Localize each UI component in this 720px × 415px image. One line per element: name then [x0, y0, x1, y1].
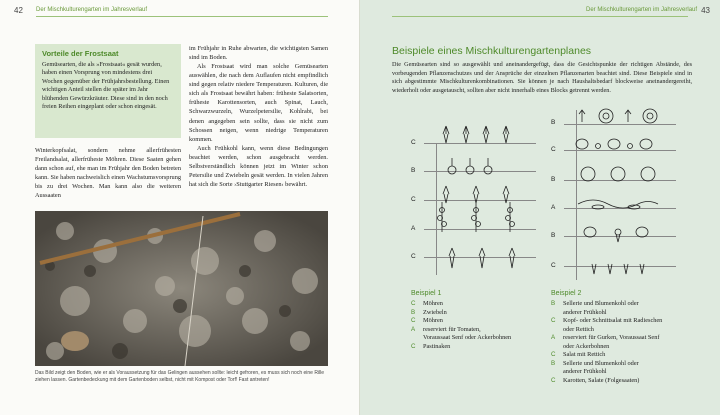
page-number-left: 42	[14, 6, 23, 15]
carrot-icon	[473, 186, 479, 203]
legend-item: C Salat mit Rettich	[551, 351, 606, 358]
cabbage-icon	[581, 167, 655, 181]
diagram1-row-label: B	[411, 167, 416, 174]
radish-icon	[596, 144, 601, 149]
diagram2-row-label: B	[551, 119, 556, 126]
legend-item: anderer Frühkohl	[563, 368, 607, 375]
carrot-icon	[503, 186, 509, 203]
info-box-text: Gemüsearten, die als »Frostsaat« gesät wurden, haben einen Vorsprung von mindestens drei Wochen gegenüber der Frühjahrsbestellung. Einen wichtigen Anteil stellen die später im Jahr blühenden Gewürzkräuter. Diese sind in den noch freien Reihen eingeplant oder schon eingesät.	[42, 61, 170, 111]
celery-icon	[625, 110, 631, 122]
parsnip-icon	[479, 248, 485, 268]
legend-item: C Pastinaken	[411, 342, 451, 350]
diagram2-plants	[568, 104, 668, 282]
legend-item: B Sellerie und Blumenkohl oder	[551, 300, 639, 307]
carrot-icon	[443, 186, 449, 203]
diagram2-row-label: C	[551, 262, 556, 269]
diagram1-row-label: C	[411, 253, 416, 260]
beispiel-2-legend	[551, 300, 662, 385]
lettuce-icon	[640, 139, 652, 149]
legend-item: C Kopf- oder Schnittsalat mit Radieschen	[551, 317, 663, 324]
cauliflower-icon	[643, 109, 657, 123]
column-2-text-a: im Frühjahr in Ruhe abwarten, die wichtigsten Samen sind im Boden.	[189, 45, 328, 62]
legend-item: A reserviert für Tomaten,	[411, 325, 481, 333]
photo-caption: Das Bild zeigt den Boden, wie er als Voraussetzung für das Gelingen aussehen sollte: leicht gefroren, es muss sich noch eine Rille ziehen lassen. Gartenbedeckung mit dem Gartenboden selbst, nicht mit Kompost oder Torf! Fast antreten!	[35, 370, 325, 383]
diagram2-row-label: B	[551, 232, 556, 239]
lettuce-icon	[608, 139, 620, 149]
beispiel-1-title: Beispiel 1	[411, 290, 442, 297]
carrot-icon	[463, 126, 469, 143]
legend-item: C Möhren	[411, 317, 443, 324]
radish-icon	[615, 229, 621, 242]
diagram1-plants	[420, 120, 540, 280]
carrot-icon	[503, 126, 509, 143]
info-box	[35, 44, 181, 138]
diagram2-row-label: C	[551, 146, 556, 153]
tomato-icon	[438, 202, 447, 232]
radish-icon	[628, 144, 633, 149]
carrot-icon	[592, 264, 644, 274]
legend-item: C Möhren	[411, 300, 443, 307]
running-header-left: Der Mischkulturengarten im Jahresverlauf	[36, 7, 148, 13]
legend-item: B Sellerie und Blumenkohl oder	[551, 359, 639, 367]
carrot-icon	[483, 126, 489, 143]
onion-icon	[484, 158, 492, 174]
legend-item: C Karotten, Salate (Folgesaaten)	[551, 376, 640, 384]
legend-item: anderer Frühkohl	[563, 308, 607, 316]
beispiel-1-legend	[411, 300, 511, 351]
column-2-text-c: Auch Frühkohl kann, wenn diese Bedingungen beachtet werden, schon ausgebracht werden. Selbstverständlich können jetzt im Winter schon Petersilie und Zwiebeln gesät werden. In vielen Jahren hat sich die Sorte ›Stuttgarter Riesen‹ bewährt.	[189, 145, 328, 189]
diagram1-row-label: A	[411, 225, 416, 232]
carrot-icon	[443, 126, 449, 143]
page-number-right: 43	[701, 6, 710, 15]
diagram2-row-label: B	[551, 176, 556, 183]
info-box-title: Vorteile der Frostsaat	[42, 49, 119, 58]
tomato-icon	[472, 202, 481, 232]
onion-icon	[466, 158, 474, 174]
parsnip-icon	[509, 248, 515, 268]
plan-title: Beispiele eines Mischkulturengartenplanes	[392, 45, 592, 57]
plan-intro: Die Gemüsearten sind so ausgewählt und aneinandergefügt, dass die Gesichtspunkte der richtigen Abstände, des vorbeugenden Pflanzenschutzes und der Ansprüche der einzelnen Pflanzenarten beachtet sind. Diese Beispiele sind in sich abgestimmte Mischkulturenkombinationen. Sie können je nach Haushaltsbedarf blockweise aneinandergereiht, wiederholt oder ausgetauscht, sollten aber nicht innerhalb eines Blocks getrennt werden.	[392, 61, 692, 94]
diagram1-row-label: C	[411, 139, 416, 146]
beispiel-2-title: Beispiel 2	[551, 290, 582, 297]
cauliflower-icon	[599, 109, 613, 123]
onion-icon	[448, 158, 456, 174]
diagram1-row-label: C	[411, 196, 416, 203]
legend-item: oder Rettich	[563, 325, 594, 333]
tomato-icon	[506, 202, 515, 232]
legend-item: oder Ackerbohnen	[563, 342, 610, 350]
header-rule-right	[392, 16, 688, 17]
running-header-right: Der Mischkulturengarten im Jahresverlauf	[586, 7, 698, 13]
column-2-text-b: Als Frostsaat wird man solche Gemüsearten auswählen, die nach dem Auflaufen nicht empfindlich sind gegen relativ niedere Temperaturen. Kulturen, die sich als Frostsaat bewährt haben: früheste Salatsorten, früheste Karottensorten, auch Spinat, Lauch, Schwarzwurzeln, Wurzelpetersilie, Kohlrabi, bei denen angegeben sein sollte, dass sie nicht zum Schossen neigen, wenn niedrige Temperaturen kommen.	[189, 63, 328, 143]
legend-item: B Zwiebeln	[411, 308, 447, 316]
diagram2-row-label: A	[551, 204, 556, 211]
frozen-soil-photo	[35, 211, 328, 366]
lettuce-icon	[576, 139, 588, 149]
header-rule-left	[36, 16, 328, 17]
legend-item: Voraussaat Senf oder Ackerbohnen	[423, 334, 512, 341]
celery-icon	[579, 110, 585, 122]
legend-item: A reserviert für Gurken, Voraussaat Senf	[551, 334, 660, 341]
cucumber-icon	[578, 200, 658, 209]
parsnip-icon	[449, 248, 455, 268]
column-1-text: Winterkopfsalat, sondern nehme allerfrühesten Freilandsalat, allerfrüheste Möhren. Diese Saaten gehen dann schon auf, ehe man im Frühjahr den Boden betreten kann. Sie haben nachweislich einen Wachstumsvorsprung bis zu drei Wochen. Man kann also die weiteren Aussaaten	[35, 147, 181, 200]
